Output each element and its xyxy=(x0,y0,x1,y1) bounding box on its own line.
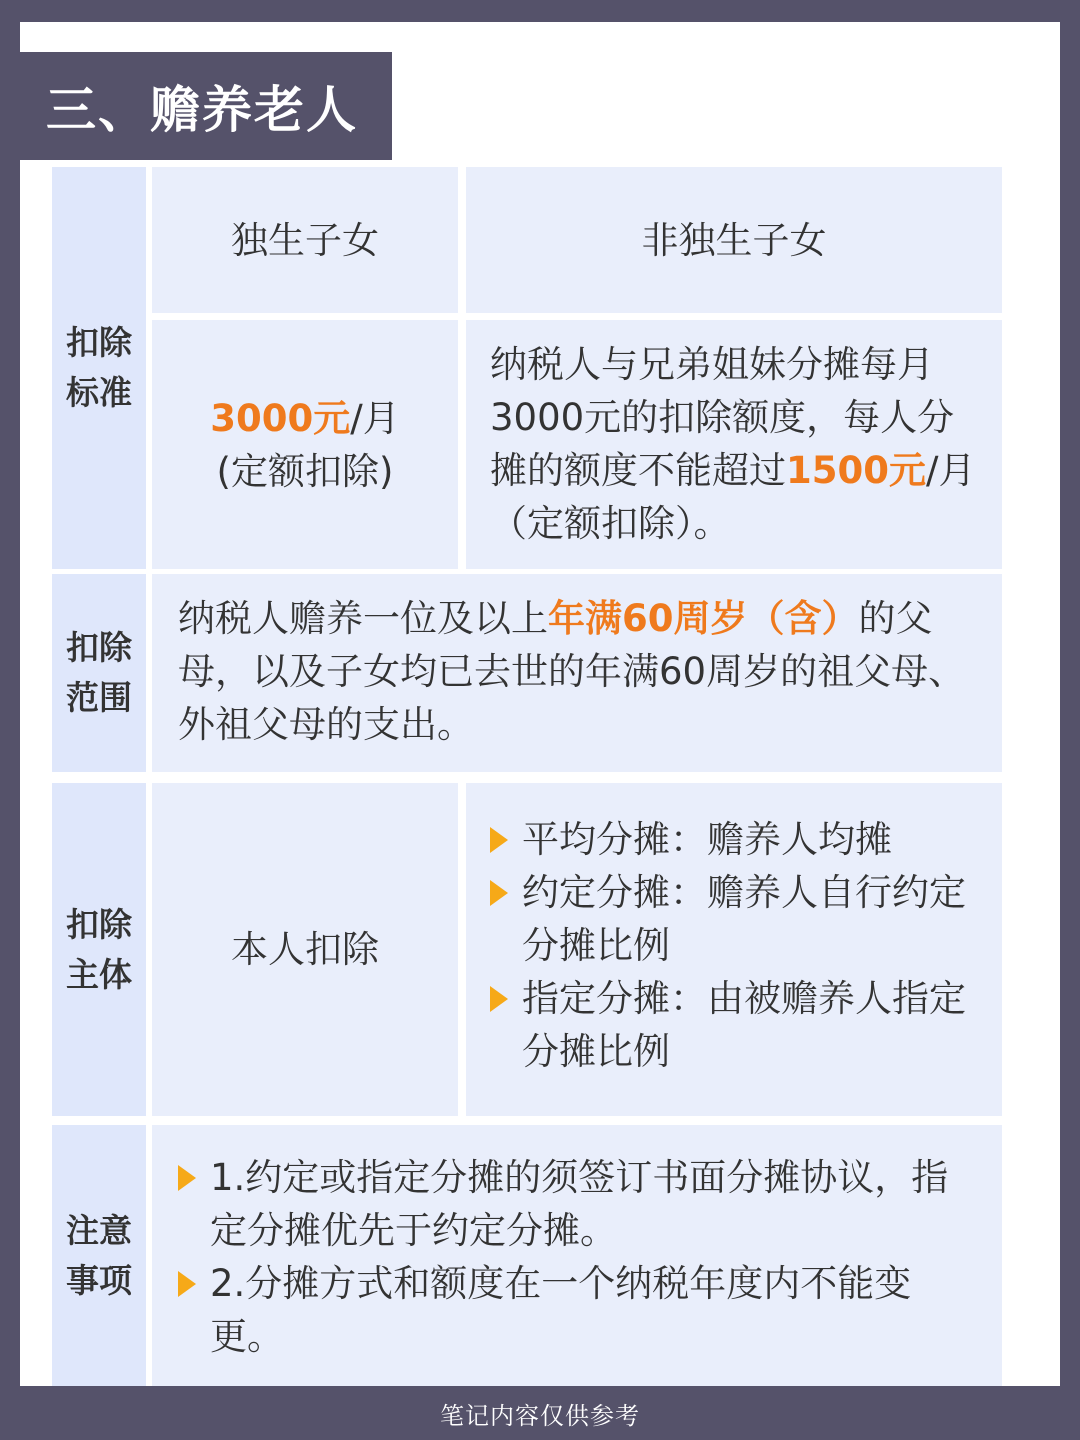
label-notes xyxy=(52,1125,146,1386)
list-item xyxy=(176,1151,978,1257)
non-only-child-cell xyxy=(466,320,1002,569)
only-child-amount-cell xyxy=(152,320,458,569)
only-child-note: (定额扣除) xyxy=(216,449,394,493)
non-only-child-limit: 1500元 xyxy=(786,449,926,492)
list-item xyxy=(488,866,982,972)
scope-age-highlight: 年满60周岁（含） xyxy=(548,597,859,640)
list-item-text: 指定分摊：由被赡养人指定分摊比例 xyxy=(522,977,966,1073)
only-child-unit: /月 xyxy=(350,396,400,440)
list-item-text: 2.分摊方式和额度在一个纳税年度内不能变更。 xyxy=(210,1262,912,1358)
list-item xyxy=(176,1257,978,1363)
scope-text-post: 的父母，以及子女均已去世的年满60周岁的祖父母、外祖父母的支出。 xyxy=(178,597,966,746)
non-only-child-text-post: /月（定额扣除）。 xyxy=(490,449,976,545)
label-deduction-subject xyxy=(52,783,146,1116)
bullet-triangle-icon xyxy=(490,986,508,1012)
label-text: 扣除 标准 xyxy=(66,323,132,412)
label-text: 扣除 主体 xyxy=(66,904,132,994)
subject-options-cell xyxy=(466,783,1002,1116)
label-deduction-scope xyxy=(52,574,146,772)
subject-self-deduction: 本人扣除 xyxy=(231,928,379,971)
scope-cell xyxy=(152,574,1002,772)
list-item-text: 约定分摊：赡养人自行约定分摊比例 xyxy=(522,871,966,967)
bullet-triangle-icon xyxy=(490,880,508,906)
list-item xyxy=(488,813,982,866)
header-only-child xyxy=(152,167,458,313)
non-only-child-text-pre: 纳税人与兄弟姐妹分摊每月3000元的扣除额度，每人分摊的额度不能超过 xyxy=(490,343,955,492)
notes-cell xyxy=(152,1125,1002,1386)
bullet-triangle-icon xyxy=(178,1271,196,1297)
subject-left-cell xyxy=(152,783,458,1116)
list-item-text: 平均分摊：赡养人均摊 xyxy=(522,818,892,861)
only-child-amount: 3000元 xyxy=(210,396,351,440)
label-text: 注意 事项 xyxy=(66,1210,132,1300)
section-title: 三、赡养老人 xyxy=(20,52,392,160)
list-item xyxy=(488,972,982,1078)
scope-text-pre: 纳税人赡养一位及以上 xyxy=(178,597,548,640)
list-item-text: 1.约定或指定分摊的须签订书面分摊协议，指定分摊优先于约定分摊。 xyxy=(210,1156,949,1252)
bullet-triangle-icon xyxy=(490,827,508,853)
label-text: 扣除 范围 xyxy=(66,628,132,717)
header-non-only-child-text: 非独生子女 xyxy=(641,218,827,262)
header-only-child-text: 独生子女 xyxy=(231,218,379,262)
footer-disclaimer: 笔记内容仅供参考 xyxy=(440,1401,640,1430)
header-non-only-child xyxy=(466,167,1002,313)
bullet-triangle-icon xyxy=(178,1165,196,1191)
label-deduction-standard xyxy=(52,167,146,569)
